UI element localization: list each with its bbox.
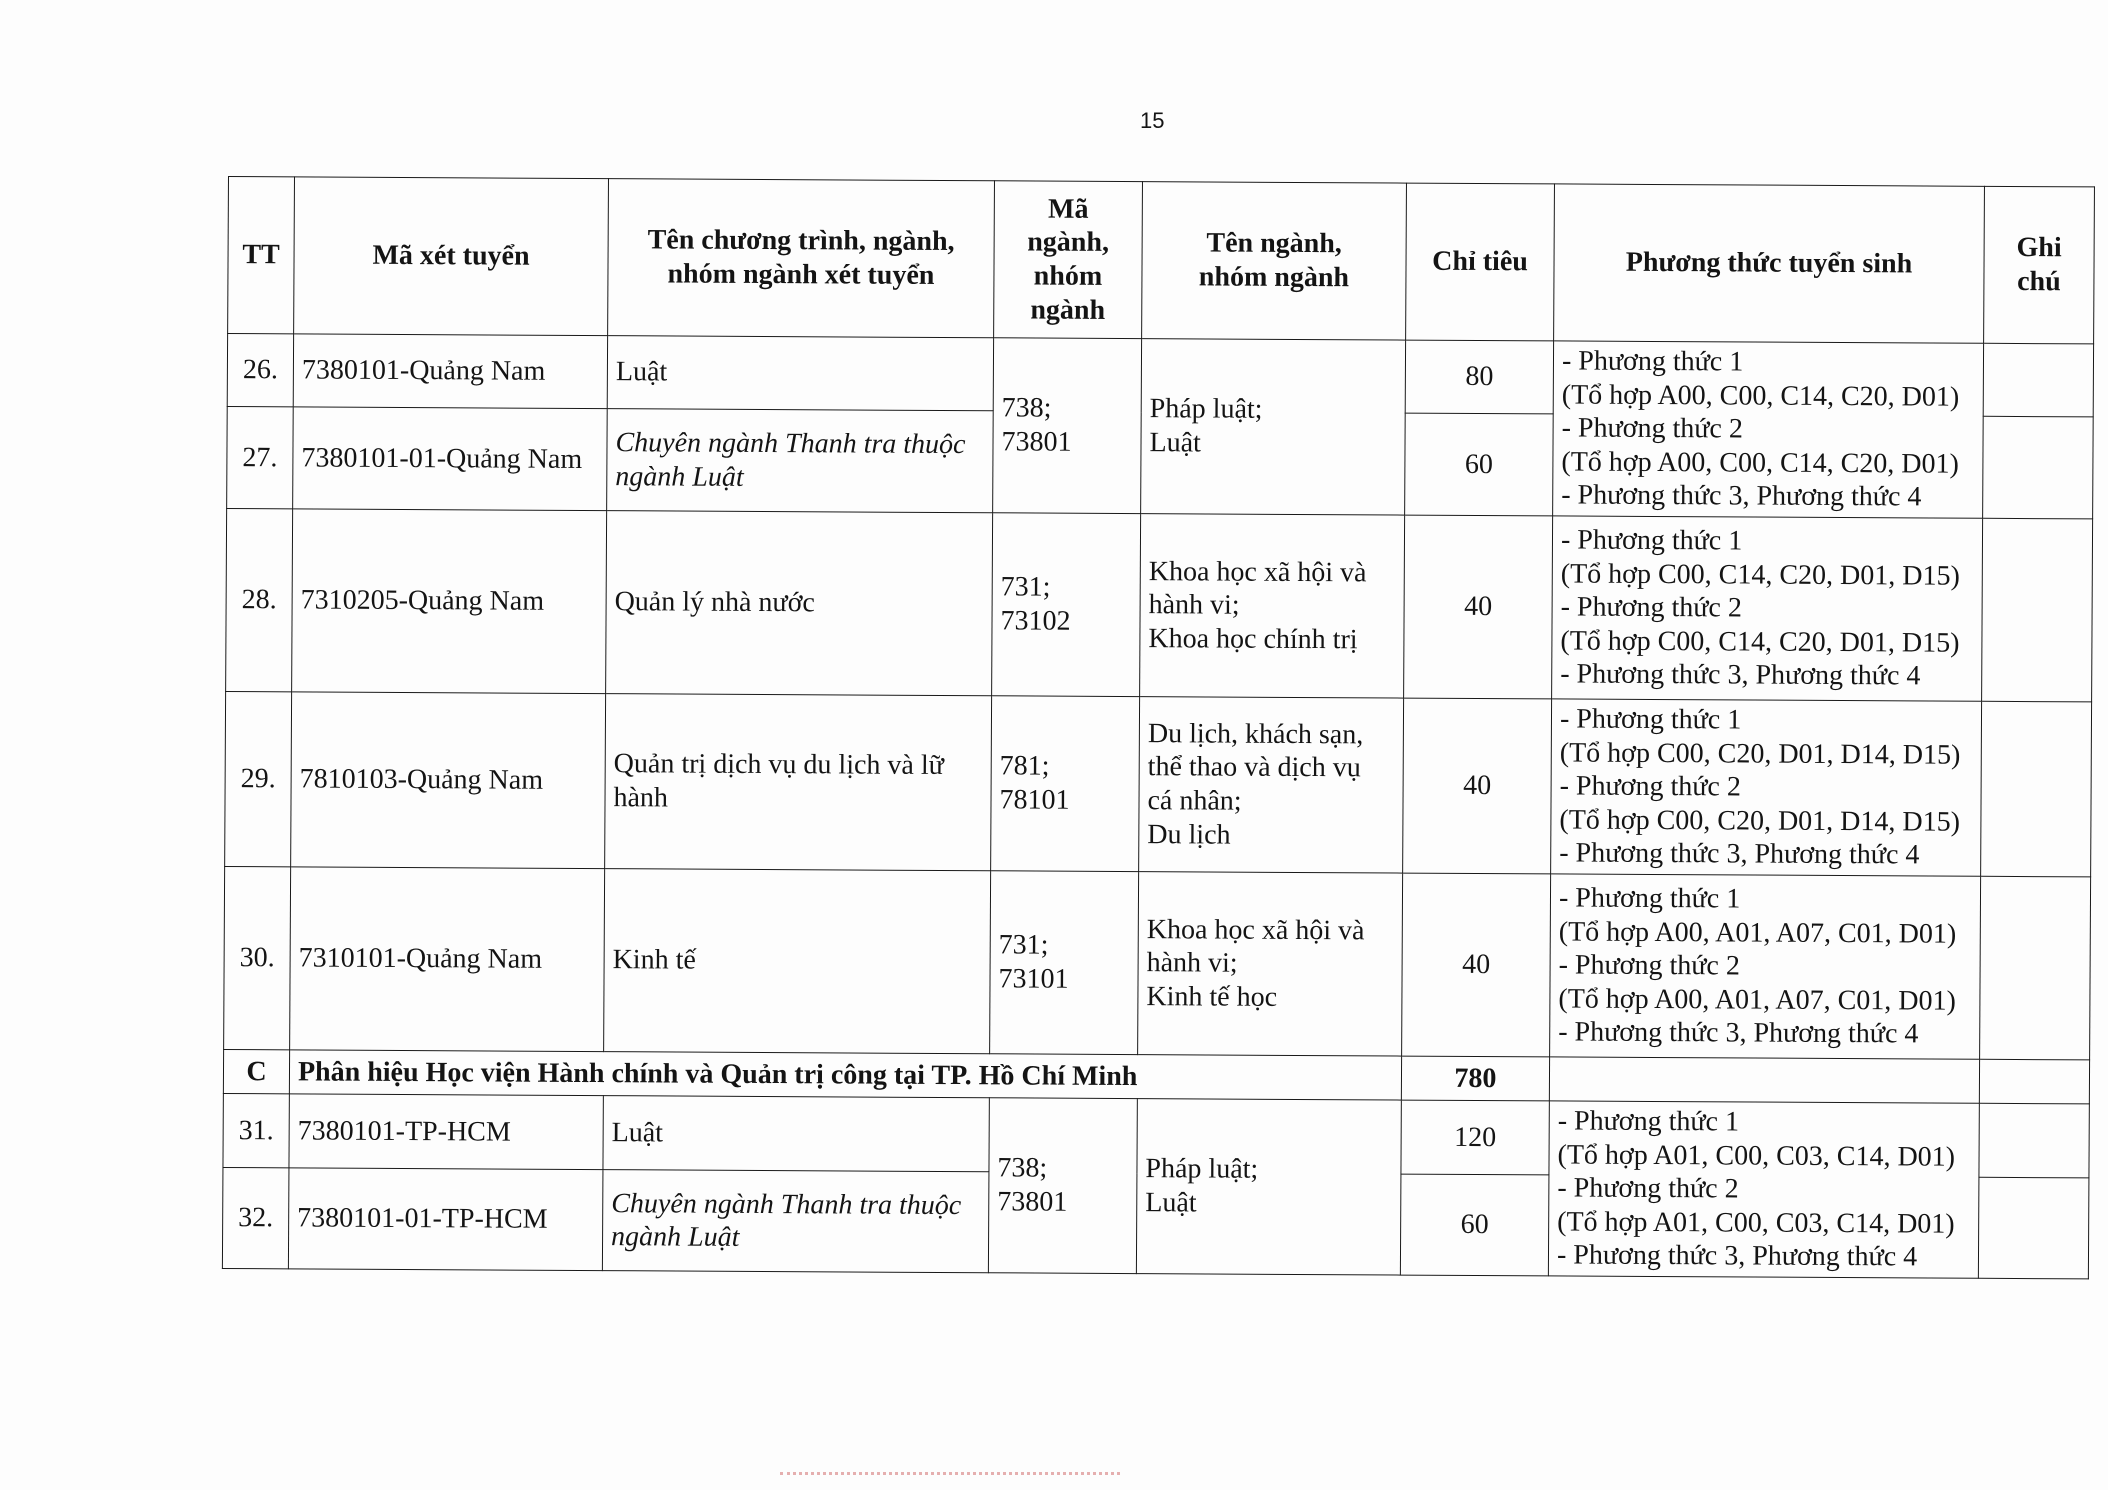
row-ma-nganh: 781; 78101: [991, 696, 1140, 872]
row-ten-nganh: Du lịch, khách sạn, thể thao và dịch vụ cá nhân; Du lịch: [1139, 697, 1404, 873]
row-ghi-chu: [1983, 343, 2093, 417]
admission-table: [222, 176, 2095, 1279]
section-label: C: [223, 1049, 289, 1093]
row-ghi-chu: [1978, 1178, 2089, 1279]
header-ghi-chu: Ghi chú: [1984, 186, 2095, 344]
row-ma-nganh: 731; 73101: [990, 871, 1139, 1055]
row-ten-nganh: Pháp luật; Luật: [1141, 339, 1406, 515]
table-row: [225, 691, 2092, 876]
row-tt: 29.: [225, 691, 292, 866]
row-ma-xet-tuyen: 7310101-Quảng Nam: [290, 867, 605, 1052]
row-phuong-thuc: - Phương thức 1 (Tổ hợp A00, C00, C14, C20, D01) - Phương thức 2 (Tổ hợp A00, C00, C14, C20, D01) - Phương thức 3, Phương thức 4: [1553, 341, 1984, 518]
row-phuong-thuc: - Phương thức 1 (Tổ hợp A01, C00, C03, C14, D01) - Phương thức 2 (Tổ hợp A01, C00, C03, C14, D01) - Phương thức 3, Phương thức 4: [1548, 1101, 1979, 1278]
header-ten-chuong-trinh: Tên chương trình, ngành, nhóm ngành xét tuyển: [608, 179, 995, 338]
table-row: [227, 334, 2093, 418]
row-tt: 32.: [222, 1168, 289, 1269]
row-ghi-chu: [1979, 1103, 2089, 1178]
section-title: Phân hiệu Học viện Hành chính và Quản trị công tại TP. Hồ Chí Minh: [289, 1050, 1401, 1100]
row-chi-tieu: 80: [1405, 340, 1553, 414]
row-ten-chuong-trinh: Kinh tế: [604, 869, 991, 1054]
header-chi-tieu: Chỉ tiêu: [1406, 183, 1555, 341]
row-tt: 27.: [227, 407, 294, 509]
row-ma-nganh: 731; 73102: [992, 513, 1141, 697]
row-ma-xet-tuyen: 7380101-01-TP-HCM: [288, 1168, 603, 1270]
table-row: [223, 1093, 2089, 1178]
header-ma-xet-tuyen: Mã xét tuyển: [294, 177, 609, 336]
row-ma-xet-tuyen: 7380101-01-Quảng Nam: [293, 407, 608, 510]
header-tt: TT: [228, 177, 295, 334]
header-ten-nganh: Tên ngành, nhóm ngành: [1142, 182, 1407, 340]
row-ma-xet-tuyen: 7380101-TP-HCM: [289, 1094, 603, 1170]
table-row: [224, 866, 2091, 1059]
row-chi-tieu: 60: [1400, 1174, 1549, 1275]
row-tt: 30.: [224, 866, 291, 1049]
header-phuong-thuc: Phương thức tuyển sinh: [1554, 184, 1985, 343]
row-ma-xet-tuyen: 7310205-Quảng Nam: [292, 509, 607, 694]
row-ghi-chu: [1983, 417, 2094, 519]
row-phuong-thuc: - Phương thức 1 (Tổ hợp C00, C20, D01, D14, D15) - Phương thức 2 (Tổ hợp C00, C20, D01, D14, D15) - Phương thức 3, Phương thức 4: [1551, 699, 1982, 876]
row-chi-tieu: 40: [1404, 515, 1553, 699]
row-tt: 26.: [227, 334, 293, 408]
table-row: [226, 508, 2093, 701]
row-tt: 28.: [226, 508, 293, 691]
row-ten-chuong-trinh: Quản trị dịch vụ du lịch và lữ hành: [605, 694, 992, 871]
row-ten-chuong-trinh: Quản lý nhà nước: [606, 511, 993, 696]
row-ten-nganh: Pháp luật; Luật: [1136, 1099, 1401, 1275]
row-ten-nganh: Khoa học xã hội và hành vi; Kinh tế học: [1138, 872, 1403, 1056]
row-ma-nganh: 738; 73801: [988, 1098, 1137, 1274]
section-ghi-chu: [1979, 1059, 2089, 1104]
stamp-mark: [780, 1472, 1120, 1489]
header-row: [228, 177, 2095, 344]
row-ghi-chu: [1982, 518, 2093, 702]
row-ma-xet-tuyen: 7380101-Quảng Nam: [293, 334, 607, 409]
row-ten-nganh: Khoa học xã hội và hành vi; Khoa học chính trị: [1140, 514, 1405, 698]
row-ten-chuong-trinh: Chuyên ngành Thanh tra thuộc ngành Luật: [602, 1170, 989, 1273]
row-ten-chuong-trinh: Luật: [603, 1096, 989, 1173]
section-chi-tieu: 780: [1401, 1056, 1549, 1101]
row-chi-tieu: 40: [1403, 698, 1552, 874]
row-phuong-thuc: - Phương thức 1 (Tổ hợp C00, C14, C20, D01, D15) - Phương thức 2 (Tổ hợp C00, C14, C20, D01, D15) - Phương thức 3, Phương thức 4: [1552, 516, 1983, 701]
row-chi-tieu: 60: [1405, 413, 1554, 516]
row-ma-nganh: 738; 73801: [993, 338, 1142, 514]
row-ten-chuong-trinh: Chuyên ngành Thanh tra thuộc ngành Luật: [607, 409, 994, 513]
row-tt: 31.: [223, 1093, 289, 1168]
section-phuong-thuc: [1549, 1057, 1979, 1103]
row-phuong-thuc: - Phương thức 1 (Tổ hợp A00, A01, A07, C01, D01) - Phương thức 2 (Tổ hợp A00, A01, A07, C01, D01) - Phương thức 3, Phương thức 4: [1550, 874, 1981, 1059]
row-ma-xet-tuyen: 7810103-Quảng Nam: [291, 692, 606, 869]
row-ten-chuong-trinh: Luật: [607, 336, 993, 411]
row-chi-tieu: 120: [1401, 1100, 1549, 1175]
row-chi-tieu: 40: [1402, 873, 1551, 1057]
header-ma-nganh: Mã ngành, nhóm ngành: [994, 181, 1143, 339]
row-ghi-chu: [1981, 701, 2092, 877]
page-number: 15: [1140, 108, 1165, 133]
row-ghi-chu: [1980, 876, 2091, 1060]
